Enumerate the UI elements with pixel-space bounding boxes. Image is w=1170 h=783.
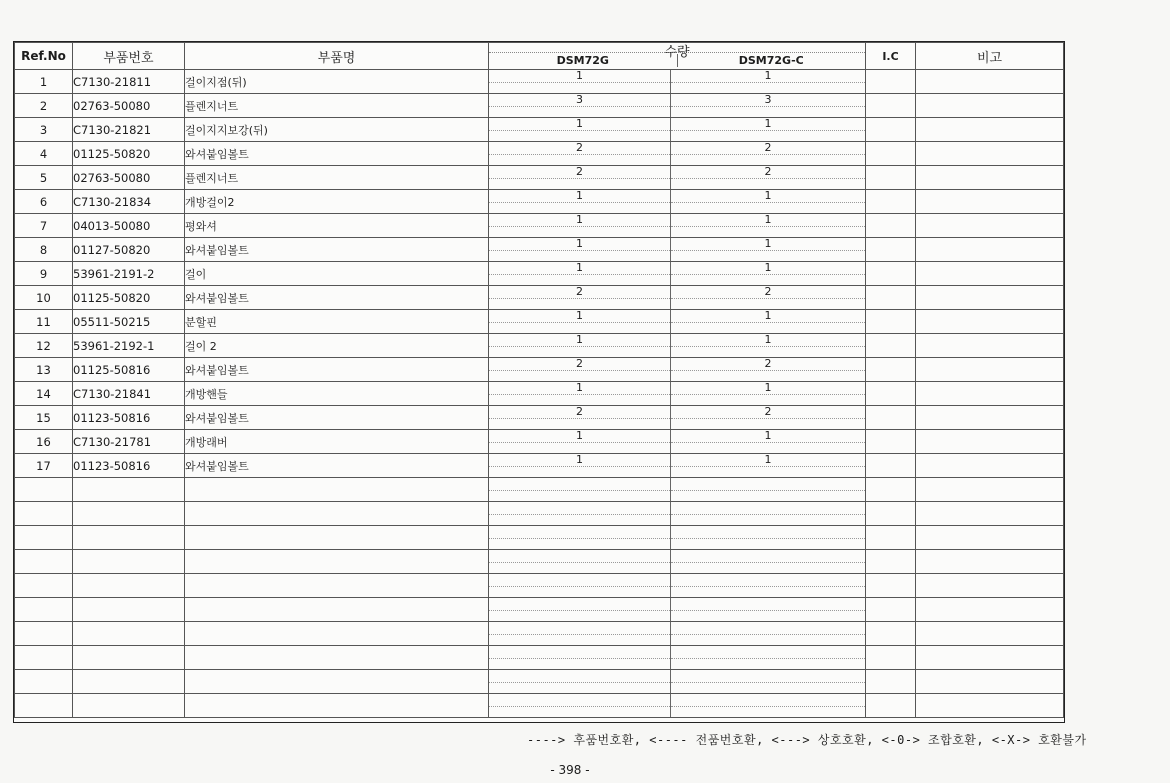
part-name-cell: 개방걸이2 [185,190,489,214]
qty-dotted-line [489,226,670,227]
qty-dsm72g-c-cell: 1 [671,382,866,406]
blank-cell [916,622,1064,646]
ref-no-cell: 6 [15,190,73,214]
header-model-dsm72g: DSM72G [489,54,678,67]
qty-dotted-line [671,562,865,563]
blank-cell [671,598,866,622]
part-name-cell: 와셔붙임볼트 [185,238,489,262]
qty-dotted-line [489,322,670,323]
ref-no-cell: 2 [15,94,73,118]
blank-row [15,694,1064,718]
blank-cell [489,598,671,622]
blank-cell [671,478,866,502]
blank-cell [489,478,671,502]
qty-dotted-line [489,682,670,683]
part-name-cell: 플렌지너트 [185,166,489,190]
qty-dotted-line [489,418,670,419]
blank-cell [185,526,489,550]
qty-dsm72g-cell: 1 [489,454,671,478]
qty-dotted-line [671,490,865,491]
blank-cell [489,550,671,574]
ref-no-cell: 7 [15,214,73,238]
table-row [15,166,1064,190]
qty-dotted-line [489,298,670,299]
qty-dotted-line [489,442,670,443]
blank-cell [489,502,671,526]
ic-cell [866,406,916,430]
note-cell [916,358,1064,382]
qty-dotted-line [671,322,865,323]
blank-row [15,622,1064,646]
ic-cell [866,94,916,118]
part-name-cell: 걸이지점(뒤) [185,70,489,94]
table-body [15,70,1064,718]
blank-cell [15,670,73,694]
qty-dotted-line [671,298,865,299]
blank-cell [916,598,1064,622]
blank-cell [185,550,489,574]
ic-cell [866,310,916,334]
ic-cell [866,262,916,286]
part-no-cell: 02763-50080 [73,166,185,190]
note-cell [916,70,1064,94]
blank-cell [671,622,866,646]
blank-cell [916,550,1064,574]
ic-cell [866,166,916,190]
qty-dotted-line [489,178,670,179]
blank-cell [866,478,916,502]
qty-dotted-line [671,82,865,83]
blank-cell [15,526,73,550]
note-cell [916,430,1064,454]
qty-dsm72g-cell: 2 [489,358,671,382]
qty-dsm72g-c-cell: 1 [671,238,866,262]
qty-dotted-line [671,706,865,707]
qty-dsm72g-c-cell: 1 [671,310,866,334]
qty-dotted-line [489,562,670,563]
blank-cell [489,622,671,646]
ic-cell [866,214,916,238]
ref-no-cell: 3 [15,118,73,142]
qty-dsm72g-cell: 1 [489,190,671,214]
qty-dotted-line [671,610,865,611]
part-no-cell: C7130-21781 [73,430,185,454]
qty-dsm72g-cell: 1 [489,430,671,454]
qty-dotted-line [489,274,670,275]
qty-dsm72g-cell: 2 [489,286,671,310]
note-cell [916,454,1064,478]
blank-cell [185,670,489,694]
blank-cell [73,502,185,526]
qty-dotted-line [671,250,865,251]
qty-dotted-line [671,682,865,683]
blank-cell [73,622,185,646]
part-name-cell: 분할핀 [185,310,489,334]
table-row [15,214,1064,238]
qty-dotted-line [671,106,865,107]
blank-cell [866,598,916,622]
part-name-cell: 와셔붙임볼트 [185,286,489,310]
ref-no-cell: 15 [15,406,73,430]
part-no-cell: C7130-21811 [73,70,185,94]
qty-dotted-line [489,202,670,203]
qty-dotted-line [489,394,670,395]
blank-cell [73,670,185,694]
header-part-name: 부품명 [185,43,489,70]
part-name-cell: 와셔붙임볼트 [185,406,489,430]
blank-cell [73,694,185,718]
ref-no-cell: 16 [15,430,73,454]
blank-cell [185,622,489,646]
note-cell [916,166,1064,190]
blank-cell [916,670,1064,694]
blank-cell [916,478,1064,502]
table-row [15,406,1064,430]
table-row [15,358,1064,382]
table-row [15,262,1064,286]
blank-cell [671,646,866,670]
ref-no-cell: 8 [15,238,73,262]
note-cell [916,142,1064,166]
header-ref-no: Ref.No [15,43,73,70]
table-row [15,286,1064,310]
qty-dsm72g-c-cell: 2 [671,406,866,430]
part-no-cell: C7130-21841 [73,382,185,406]
blank-cell [73,478,185,502]
table-row [15,94,1064,118]
blank-cell [671,502,866,526]
blank-cell [73,598,185,622]
qty-dotted-line [671,178,865,179]
qty-dotted-line [489,154,670,155]
blank-cell [489,526,671,550]
parts-table [14,42,1064,718]
note-cell [916,310,1064,334]
qty-dsm72g-cell: 1 [489,382,671,406]
qty-dsm72g-cell: 2 [489,142,671,166]
header-quantity [489,43,866,70]
part-name-cell: 플렌지너트 [185,94,489,118]
page-number: - 398 - [550,763,590,777]
part-name-cell: 개방핸들 [185,382,489,406]
qty-dotted-line [671,394,865,395]
qty-dotted-line [671,514,865,515]
ic-cell [866,286,916,310]
ic-cell [866,334,916,358]
blank-cell [185,598,489,622]
blank-cell [15,694,73,718]
ref-no-cell: 14 [15,382,73,406]
blank-cell [866,670,916,694]
blank-cell [916,574,1064,598]
blank-cell [185,646,489,670]
note-cell [916,262,1064,286]
note-cell [916,238,1064,262]
blank-cell [73,646,185,670]
qty-dsm72g-c-cell: 2 [671,358,866,382]
qty-dotted-line [489,466,670,467]
qty-dotted-line [671,634,865,635]
qty-dsm72g-cell: 3 [489,94,671,118]
blank-cell [185,478,489,502]
blank-cell [489,646,671,670]
ic-cell [866,70,916,94]
qty-dotted-line [489,106,670,107]
blank-cell [185,694,489,718]
compatibility-legend: ----> 후품번호환, <---- 전품번호환, <---> 상호호환, <-0-> 조합호환, <-X-> 호환불가 [527,733,1087,747]
qty-dsm72g-cell: 1 [489,238,671,262]
blank-cell [489,574,671,598]
ic-cell [866,454,916,478]
blank-row [15,670,1064,694]
blank-cell [671,550,866,574]
ic-cell [866,238,916,262]
part-name-cell: 걸이지지보강(뒤) [185,118,489,142]
note-cell [916,118,1064,142]
note-cell [916,286,1064,310]
blank-cell [15,574,73,598]
note-cell [916,94,1064,118]
table-row [15,454,1064,478]
blank-cell [15,598,73,622]
qty-dsm72g-c-cell: 1 [671,334,866,358]
part-no-cell: 53961-2191-2 [73,262,185,286]
part-no-cell: 01123-50816 [73,406,185,430]
blank-cell [866,574,916,598]
table-row [15,118,1064,142]
blank-cell [671,526,866,550]
table-header-row [15,43,1064,70]
header-quantity-label: 수량 [664,45,690,60]
qty-dsm72g-c-cell: 1 [671,214,866,238]
qty-dotted-line [489,706,670,707]
header-part-no: 부품번호 [73,43,185,70]
qty-dsm72g-c-cell: 1 [671,118,866,142]
part-no-cell: 01123-50816 [73,454,185,478]
part-name-cell: 와셔붙임볼트 [185,142,489,166]
blank-cell [15,646,73,670]
part-name-cell: 평와셔 [185,214,489,238]
qty-dotted-line [671,202,865,203]
qty-dotted-line [671,130,865,131]
qty-dotted-line [671,226,865,227]
qty-dsm72g-c-cell: 1 [671,430,866,454]
blank-cell [866,646,916,670]
qty-dsm72g-cell: 1 [489,214,671,238]
blank-cell [73,550,185,574]
qty-dsm72g-cell: 1 [489,70,671,94]
qty-dotted-line [671,658,865,659]
ref-no-cell: 1 [15,70,73,94]
blank-row [15,574,1064,598]
blank-row [15,502,1064,526]
blank-cell [15,622,73,646]
qty-dsm72g-c-cell: 3 [671,94,866,118]
ic-cell [866,358,916,382]
qty-dsm72g-c-cell: 1 [671,262,866,286]
qty-dotted-line [489,250,670,251]
qty-dotted-line [671,538,865,539]
qty-dotted-line [489,658,670,659]
header-note: 비고 [916,43,1064,70]
part-no-cell: C7130-21821 [73,118,185,142]
blank-cell [185,574,489,598]
note-cell [916,382,1064,406]
qty-dsm72g-cell: 1 [489,262,671,286]
part-name-cell: 와셔붙임볼트 [185,358,489,382]
blank-row [15,550,1064,574]
blank-row [15,526,1064,550]
part-no-cell: 04013-50080 [73,214,185,238]
blank-row [15,598,1064,622]
qty-dotted-line [671,418,865,419]
qty-dotted-line [671,346,865,347]
blank-cell [73,526,185,550]
blank-cell [489,670,671,694]
blank-cell [916,694,1064,718]
blank-cell [916,502,1064,526]
qty-dotted-line [671,274,865,275]
part-name-cell: 걸이 2 [185,334,489,358]
table-row [15,382,1064,406]
part-no-cell: 53961-2192-1 [73,334,185,358]
qty-dotted-line [489,634,670,635]
qty-dotted-line [489,346,670,347]
qty-dsm72g-c-cell: 1 [671,70,866,94]
blank-cell [866,502,916,526]
part-no-cell: 01125-50816 [73,358,185,382]
part-name-cell: 걸이 [185,262,489,286]
qty-dsm72g-c-cell: 2 [671,286,866,310]
qty-dsm72g-cell: 1 [489,334,671,358]
qty-dotted-line [489,586,670,587]
qty-dsm72g-c-cell: 1 [671,454,866,478]
blank-cell [671,694,866,718]
part-no-cell: 01125-50820 [73,142,185,166]
ref-no-cell: 4 [15,142,73,166]
qty-dsm72g-cell: 1 [489,310,671,334]
qty-dotted-line [489,130,670,131]
ref-no-cell: 9 [15,262,73,286]
part-name-cell: 개방래버 [185,430,489,454]
qty-dsm72g-c-cell: 2 [671,166,866,190]
ic-cell [866,142,916,166]
blank-cell [866,622,916,646]
part-name-cell: 와셔붙임볼트 [185,454,489,478]
qty-dotted-line [489,514,670,515]
qty-dotted-line [489,538,670,539]
blank-row [15,478,1064,502]
note-cell [916,190,1064,214]
qty-dsm72g-c-cell: 1 [671,190,866,214]
qty-dotted-line [489,610,670,611]
blank-cell [916,646,1064,670]
note-cell [916,406,1064,430]
blank-cell [15,478,73,502]
ref-no-cell: 13 [15,358,73,382]
blank-cell [489,694,671,718]
note-cell [916,334,1064,358]
blank-cell [671,574,866,598]
qty-dotted-line [489,490,670,491]
table-row [15,142,1064,166]
qty-dotted-line [489,370,670,371]
qty-dotted-line [671,370,865,371]
table-row [15,190,1064,214]
part-no-cell: 02763-50080 [73,94,185,118]
ref-no-cell: 5 [15,166,73,190]
qty-dotted-line [671,466,865,467]
ref-no-cell: 10 [15,286,73,310]
table-row [15,238,1064,262]
part-no-cell: 01125-50820 [73,286,185,310]
ic-cell [866,190,916,214]
parts-table-frame [13,41,1065,723]
qty-dsm72g-cell: 1 [489,118,671,142]
header-model-dsm72g-c: DSM72G-C [738,54,804,67]
qty-dsm72g-c-cell: 2 [671,142,866,166]
qty-dotted-line [671,442,865,443]
table-row [15,334,1064,358]
blank-cell [866,526,916,550]
qty-dsm72g-cell: 2 [489,406,671,430]
blank-cell [15,502,73,526]
blank-cell [916,526,1064,550]
blank-cell [185,502,489,526]
table-row [15,70,1064,94]
ic-cell [866,430,916,454]
ic-cell [866,382,916,406]
blank-cell [671,670,866,694]
blank-row [15,646,1064,670]
part-no-cell: 05511-50215 [73,310,185,334]
part-no-cell: 01127-50820 [73,238,185,262]
qty-dotted-line [671,586,865,587]
ic-cell [866,118,916,142]
qty-dsm72g-cell: 2 [489,166,671,190]
blank-cell [73,574,185,598]
blank-cell [866,550,916,574]
part-no-cell: C7130-21834 [73,190,185,214]
blank-cell [15,550,73,574]
table-row [15,310,1064,334]
qty-dotted-line [489,82,670,83]
note-cell [916,214,1064,238]
ref-no-cell: 11 [15,310,73,334]
header-models [489,54,865,67]
qty-dotted-line [671,154,865,155]
table-row [15,430,1064,454]
blank-cell [866,694,916,718]
ref-no-cell: 12 [15,334,73,358]
header-ic: I.C [866,43,916,70]
ref-no-cell: 17 [15,454,73,478]
